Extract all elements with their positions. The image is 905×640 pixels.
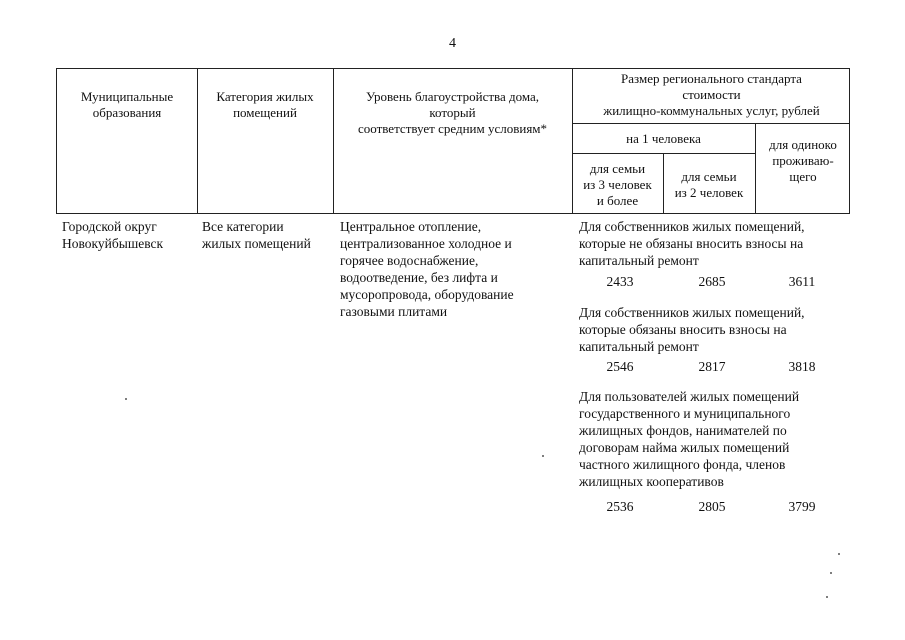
row-category: Все категории жилых помещений xyxy=(202,219,311,251)
scan-speck xyxy=(838,553,840,555)
group-2-family-2: 2817 xyxy=(698,359,726,374)
group-1-label: Для собственников жилых помещений, которые не обязаны вносить взносы на капитальный ремонт xyxy=(579,219,805,268)
row-divider xyxy=(572,123,849,124)
row-municipality: Городской округ Новокуйбышевск xyxy=(62,219,164,251)
group-3-label: Для пользователей жилых помещений государственного и муниципального жилищных фондов, нанимателей по договорам найма жилых помещений частного жилищного фонда, членов жилищных кооперативов xyxy=(579,389,800,489)
scan-speck xyxy=(826,596,828,598)
header-municipality: Муниципальные образования xyxy=(80,89,174,120)
group-3-single: 3799 xyxy=(788,499,816,514)
group-2-label: Для собственников жилых помещений, которые обязаны вносить взносы на капитальный ремонт xyxy=(579,305,805,354)
group-1-single: 3611 xyxy=(788,274,816,289)
header-family-2: для семьи из 2 человек xyxy=(674,169,744,200)
scan-speck xyxy=(830,572,832,574)
row-level: Центральное отопление, централизованное холодное и горячее водоснабжение, водоотведение, без лифта и мусоропровода, оборудование газовыми плитами xyxy=(340,219,514,319)
group-1-family-2: 2685 xyxy=(698,274,726,289)
header-per-person: на 1 человека xyxy=(626,131,701,146)
group-3-family-3: 2536 xyxy=(606,499,634,514)
page-number: 4 xyxy=(449,36,456,51)
header-standard-size: Размер регионального стандарта стоимости жилищно-коммунальных услуг, рублей xyxy=(603,71,820,118)
header-single: для одиноко проживаю- щего xyxy=(769,137,837,184)
group-2-single: 3818 xyxy=(788,359,816,374)
group-3-family-2: 2805 xyxy=(698,499,726,514)
group-1-family-3: 2433 xyxy=(606,274,634,289)
scan-speck xyxy=(542,455,544,457)
header-family-3: для семьи из 3 человек и более xyxy=(583,161,652,208)
table-header xyxy=(56,68,850,214)
scan-speck xyxy=(125,398,127,400)
header-category: Категория жилых помещений xyxy=(216,89,314,120)
header-level: Уровень благоустройства дома, который соответствует средним условиям* xyxy=(357,89,548,136)
group-2-family-3: 2546 xyxy=(606,359,634,374)
